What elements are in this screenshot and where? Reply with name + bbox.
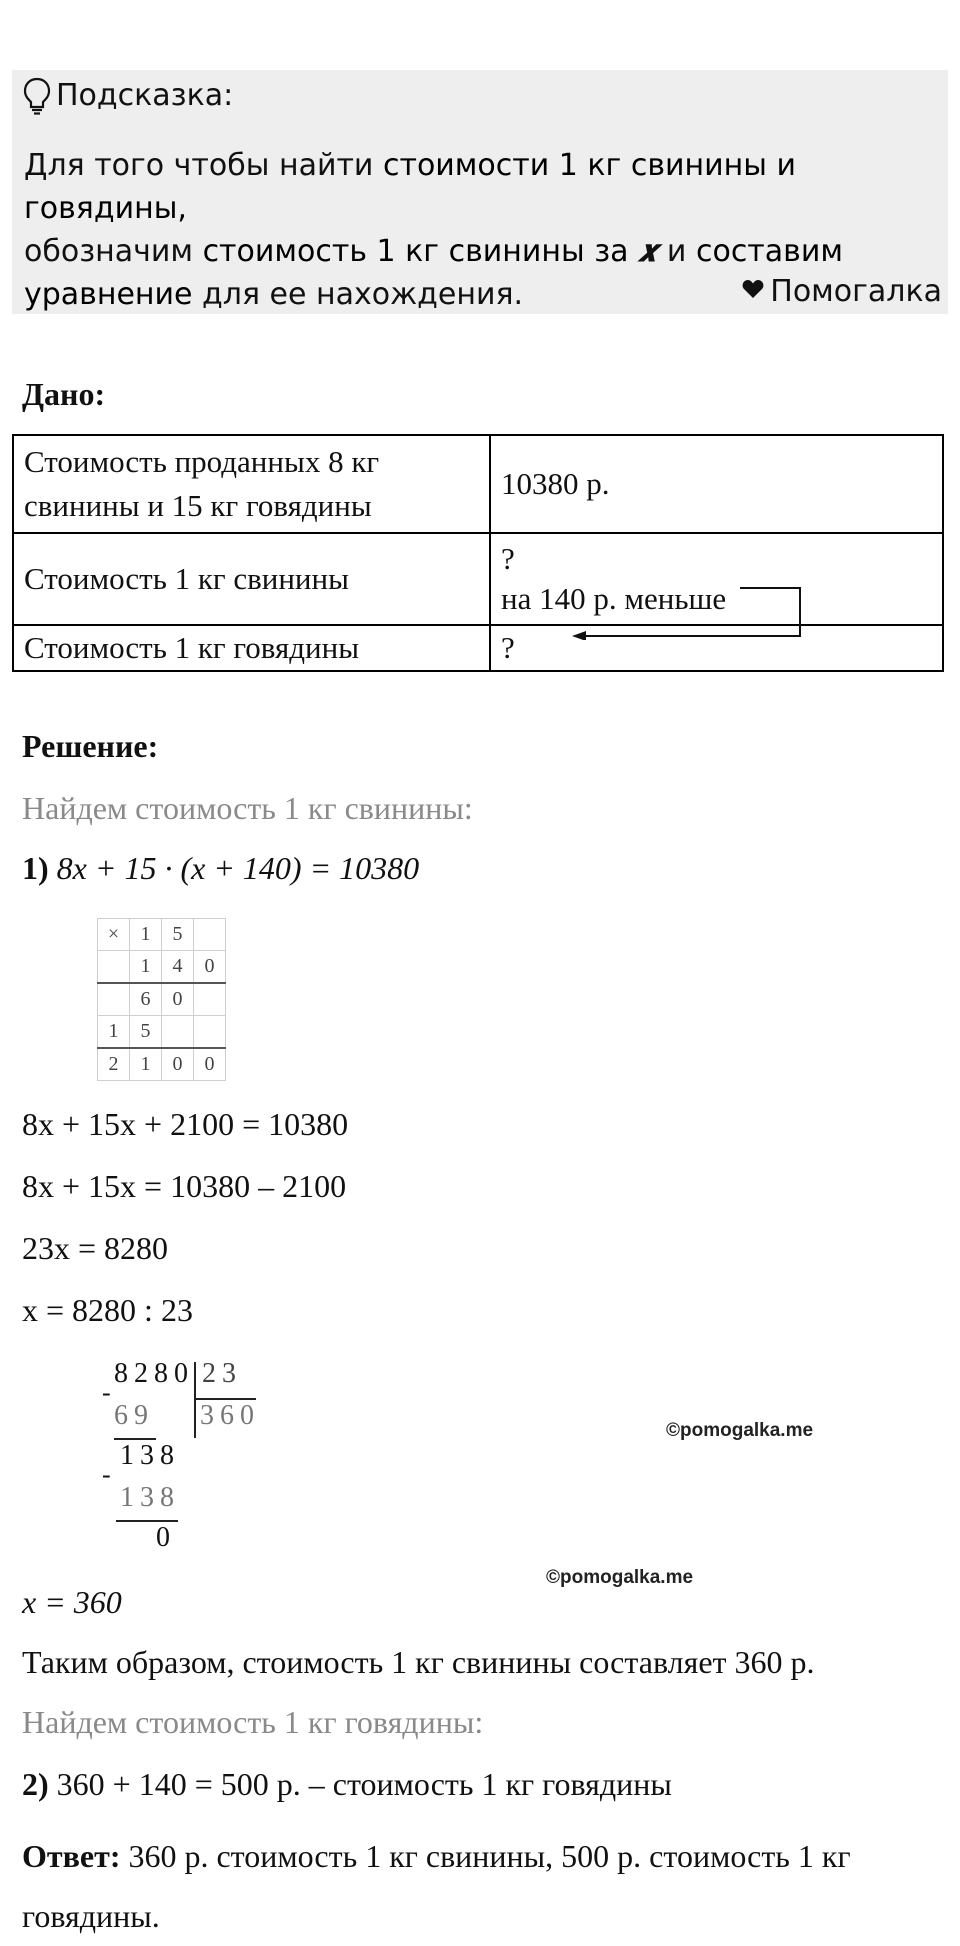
given-label-cell: Стоимость 1 кг свинины — [13, 533, 490, 625]
given-value-cell: ? — [490, 625, 943, 671]
hint-text: Для того чтобы найти стоимости 1 кг свинины и говядины, обозначим стоимость 1 кг свинины за 𝒙 и составим уравнение для ее нахождения. — [24, 148, 843, 312]
long-division — [90, 1358, 290, 1558]
given-label-cell: Стоимость проданных 8 кг свинины и 15 кг говядины — [13, 435, 490, 533]
final-remainder: 0 — [156, 1522, 176, 1553]
brand-name: Помогалка — [770, 274, 942, 309]
divisor: 23 — [202, 1358, 242, 1389]
conclusion-text: Таким образом, стоимость 1 кг свинины составляет 360 р. — [22, 1644, 815, 1680]
given-value-cell: 10380 р. — [490, 435, 943, 533]
given-heading: Дано: — [22, 376, 106, 412]
lightbulb-icon — [22, 76, 52, 116]
division-bar — [194, 1362, 196, 1438]
subtrahend: 69 — [114, 1400, 154, 1431]
step1-intro: Найдем стоимость 1 кг свинины: — [22, 790, 473, 826]
brand-label — [742, 274, 942, 309]
equation-line: 8x + 15x = 10380 – 2100 — [22, 1168, 347, 1204]
hint-title: Подсказка: — [56, 78, 234, 113]
equation-line: 23x = 8280 — [22, 1230, 169, 1266]
multiplication-grid — [97, 918, 226, 1081]
table-row: × 1 5 — [98, 919, 226, 951]
equation-line: x = 360 — [22, 1584, 122, 1620]
solution-heading: Решение: — [22, 728, 159, 764]
watermark: ©pomogalka.me — [666, 1420, 814, 1441]
heart-icon — [742, 279, 764, 299]
table-row — [13, 435, 943, 533]
dividend: 8280 — [114, 1358, 194, 1389]
subtrahend: 138 — [120, 1482, 180, 1513]
given-label-cell: Стоимость 1 кг говядины — [13, 625, 490, 671]
quotient: 360 — [200, 1400, 260, 1431]
minus-sign: - — [102, 1460, 111, 1489]
given-value-cell: ? на 140 р. меньше — [490, 533, 943, 625]
step1-equation: 1) 8x + 15 · (x + 140) = 10380 — [22, 850, 420, 886]
table-row: 1 5 — [98, 1016, 226, 1049]
equation-line: x = 8280 : 23 — [22, 1292, 193, 1328]
table-row: 6 0 — [98, 983, 226, 1016]
remainder: 138 — [120, 1440, 180, 1471]
equation-line: 8x + 15x + 2100 = 10380 — [22, 1106, 349, 1142]
minus-sign: - — [102, 1378, 111, 1407]
step2-intro: Найдем стоимость 1 кг говядины: — [22, 1704, 484, 1740]
watermark: ©pomogalka.me — [546, 1567, 694, 1588]
table-row: 1 4 0 — [98, 951, 226, 984]
relation-arrow — [560, 580, 810, 640]
step2-equation: 2) 360 + 140 = 500 р. – стоимость 1 кг говядины — [22, 1766, 672, 1802]
table-row: 2 1 0 0 — [98, 1048, 226, 1081]
answer-text: Ответ: 360 р. стоимость 1 кг свинины, 500 р. стоимость 1 кг говядины. — [22, 1838, 851, 1934]
